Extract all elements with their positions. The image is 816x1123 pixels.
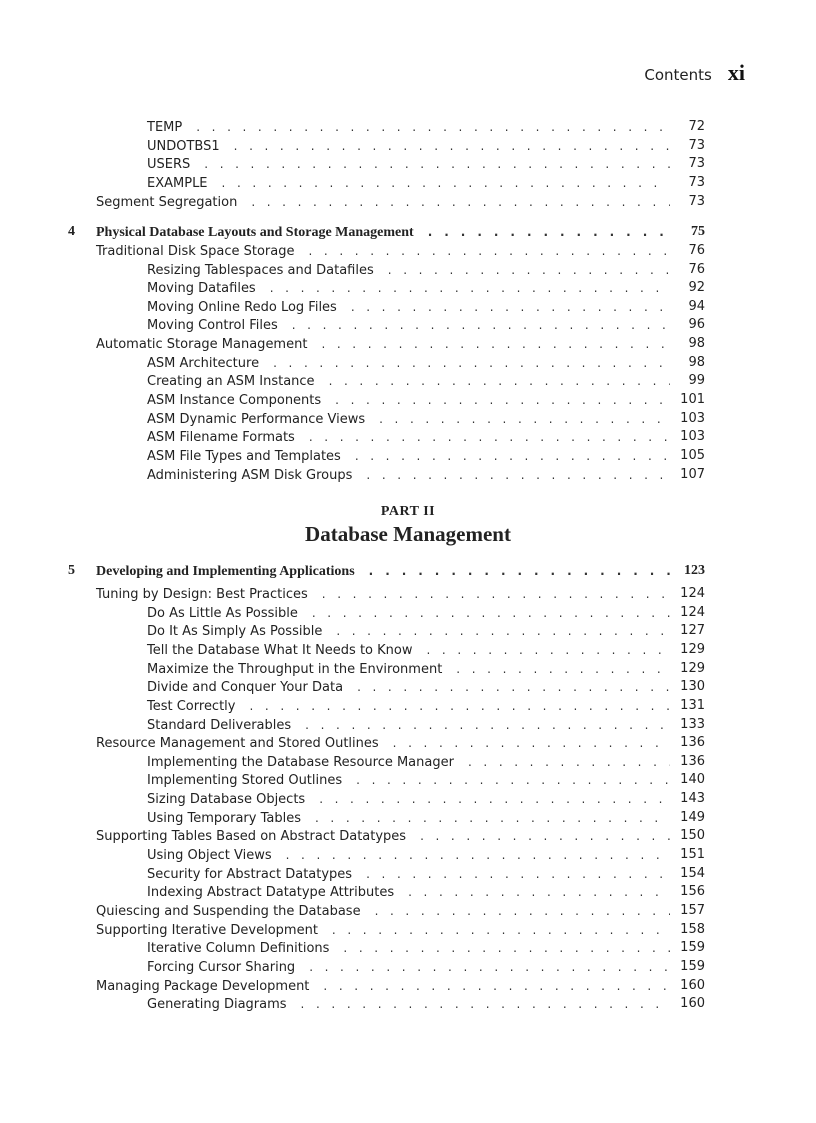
toc-entry-title: Supporting Iterative Development — [96, 922, 332, 940]
toc-entry-title: Creating an ASM Instance — [147, 373, 329, 391]
toc-entry — [0, 174, 816, 192]
toc-entry-line — [147, 753, 670, 772]
toc-entry-line — [147, 391, 670, 410]
toc-entry — [0, 716, 816, 734]
toc-entry-title: EXAMPLE — [147, 175, 222, 193]
toc-entry-title: Supporting Tables Based on Abstract Datatypes — [96, 828, 420, 846]
toc-entry-line — [147, 883, 670, 902]
chapter-number: 4 — [68, 224, 75, 239]
toc-entry — [0, 466, 816, 484]
dot-leader — [309, 242, 671, 260]
toc-entry-title: ASM Dynamic Performance Views — [147, 411, 379, 429]
dot-leader — [309, 428, 670, 446]
dot-leader — [301, 995, 670, 1013]
dot-leader — [468, 753, 670, 771]
toc-entry-title: Standard Deliverables — [147, 717, 305, 735]
dot-leader — [196, 118, 670, 136]
toc-entry-line — [147, 354, 670, 373]
running-header-title: Contents — [644, 66, 712, 84]
dot-leader — [393, 734, 670, 752]
toc-page-number: 156 — [680, 884, 705, 899]
toc-page-number: 160 — [680, 978, 705, 993]
toc-page-number: 107 — [680, 467, 705, 482]
toc-entry — [0, 977, 816, 995]
toc-page-number: 140 — [680, 772, 705, 787]
toc-entry-line — [96, 921, 670, 940]
toc-page-number: 149 — [680, 810, 705, 825]
toc-page-number: 160 — [680, 996, 705, 1011]
toc-entry — [0, 697, 816, 715]
dot-leader — [375, 902, 670, 920]
toc-entry — [0, 391, 816, 409]
dot-leader — [204, 155, 670, 173]
dot-leader — [329, 372, 670, 390]
toc-page-number: 136 — [680, 754, 705, 769]
toc-entry-line — [147, 809, 670, 828]
toc-entry-line — [147, 939, 670, 958]
toc-entry — [0, 604, 816, 622]
toc-entry — [0, 447, 816, 465]
toc-entry-line — [147, 279, 670, 298]
dot-leader — [286, 846, 670, 864]
toc-entry — [0, 995, 816, 1013]
dot-leader — [312, 604, 670, 622]
toc-entry-title: Implementing Stored Outlines — [147, 772, 356, 790]
toc-entry — [0, 865, 816, 883]
toc-page-number: 103 — [680, 429, 705, 444]
toc-entry-line — [147, 316, 670, 335]
toc-entry — [0, 678, 816, 696]
toc-entry — [0, 660, 816, 678]
dot-leader — [408, 883, 670, 901]
toc-page-number: 159 — [680, 959, 705, 974]
toc-page-number: 157 — [680, 903, 705, 918]
toc-entry-title: Generating Diagrams — [147, 996, 301, 1014]
toc-entry-line — [96, 242, 670, 261]
dot-leader — [222, 174, 670, 192]
toc-entry-title: Tuning by Design: Best Practices — [96, 586, 322, 604]
toc-entry-title: Iterative Column Definitions — [147, 940, 343, 958]
toc-entry — [0, 827, 816, 845]
toc-entry-title: Do It As Simply As Possible — [147, 623, 336, 641]
toc-entry-line — [96, 562, 670, 581]
toc-page-number: 73 — [688, 194, 705, 209]
dot-leader — [379, 410, 670, 428]
dot-leader — [366, 466, 670, 484]
toc-entry-line — [96, 223, 670, 242]
toc-entry-line — [147, 846, 670, 865]
toc-entry-title: Developing and Implementing Applications — [96, 563, 369, 581]
toc-entry-line — [96, 977, 670, 996]
dot-leader — [251, 193, 670, 211]
toc-entry-line — [147, 428, 670, 447]
toc-entry — [0, 261, 816, 279]
toc-page-number: 76 — [688, 262, 705, 277]
toc-entry-line — [147, 174, 670, 193]
toc-entry — [0, 354, 816, 372]
toc-entry — [0, 585, 816, 603]
dot-leader — [426, 641, 670, 659]
toc-page-number: 92 — [688, 280, 705, 295]
toc-entry — [0, 809, 816, 827]
toc-page-number: 123 — [684, 563, 705, 578]
toc-entry — [0, 137, 816, 155]
toc-entry-line — [96, 193, 670, 212]
toc-entry-line — [147, 641, 670, 660]
toc-entry-title: Segment Segregation — [96, 194, 251, 212]
toc-entry-line — [96, 585, 670, 604]
toc-entry-line — [147, 865, 670, 884]
toc-entry-title: Test Correctly — [147, 698, 250, 716]
toc-entry-line — [147, 678, 670, 697]
toc-page-number: 73 — [688, 138, 705, 153]
toc-page-number: 98 — [688, 336, 705, 351]
dot-leader — [305, 716, 670, 734]
toc-entry-line — [147, 118, 670, 137]
toc-entry-line — [147, 261, 670, 280]
toc-entry-title: Moving Datafiles — [147, 280, 270, 298]
toc-entry-title: Maximize the Throughput in the Environment — [147, 661, 456, 679]
toc-entry-title: Sizing Database Objects — [147, 791, 319, 809]
toc-page-number: 129 — [680, 661, 705, 676]
toc-entry — [0, 242, 816, 260]
toc-entry-title: TEMP — [147, 119, 196, 137]
dot-leader — [336, 622, 670, 640]
dot-leader — [250, 697, 671, 715]
dot-leader — [234, 137, 670, 155]
toc-entry — [0, 790, 816, 808]
toc-entry-line — [96, 827, 670, 846]
toc-page-number: 96 — [688, 317, 705, 332]
dot-leader — [319, 790, 670, 808]
dot-leader — [315, 809, 670, 827]
toc-page-number: 101 — [680, 392, 705, 407]
toc-entry — [0, 298, 816, 316]
dot-leader — [335, 391, 670, 409]
part-label: PART II — [380, 504, 436, 519]
toc-entry-title: ASM File Types and Templates — [147, 448, 355, 466]
toc-entry-title: Tell the Database What It Needs to Know — [147, 642, 426, 660]
page-number: xi — [727, 60, 745, 85]
dot-leader — [323, 977, 670, 995]
toc-entry-line — [147, 155, 670, 174]
toc-entry-line — [147, 298, 670, 317]
toc-entry-line — [147, 660, 670, 679]
dot-leader — [355, 447, 670, 465]
toc-page-number: 124 — [680, 586, 705, 601]
toc-entry-line — [96, 902, 670, 921]
dot-leader — [428, 223, 670, 241]
toc-entry-title: Divide and Conquer Your Data — [147, 679, 357, 697]
toc-entry-title: Traditional Disk Space Storage — [96, 243, 309, 261]
toc-entry-line — [147, 790, 670, 809]
toc-entry-title: Moving Online Redo Log Files — [147, 299, 351, 317]
toc-page-number: 72 — [688, 119, 705, 134]
toc-entry-line — [147, 716, 670, 735]
toc-entry — [0, 921, 816, 939]
toc-entry-title: Quiescing and Suspending the Database — [96, 903, 375, 921]
toc-page-number: 136 — [680, 735, 705, 750]
toc-chapter-entry — [0, 223, 816, 241]
toc-entry-title: Using Temporary Tables — [147, 810, 315, 828]
toc-chapter-entry — [0, 562, 816, 580]
running-header — [644, 60, 745, 86]
dot-leader — [456, 660, 670, 678]
dot-leader — [420, 827, 670, 845]
toc-entry-title: Automatic Storage Management — [96, 336, 321, 354]
dot-leader — [321, 335, 670, 353]
toc-entry-line — [147, 604, 670, 623]
toc-page-number: 158 — [680, 922, 705, 937]
toc-entry-title: ASM Filename Formats — [147, 429, 309, 447]
dot-leader — [388, 261, 670, 279]
toc-page-number: 75 — [691, 224, 705, 239]
toc-entry-title: Physical Database Layouts and Storage Management — [96, 224, 428, 242]
toc-entry-line — [96, 335, 670, 354]
dot-leader — [273, 354, 670, 372]
toc-entry-title: Moving Control Files — [147, 317, 292, 335]
toc-entry — [0, 641, 816, 659]
toc-page-number: 159 — [680, 940, 705, 955]
toc-page-number: 99 — [688, 373, 705, 388]
dot-leader — [356, 771, 670, 789]
toc-page-number: 131 — [680, 698, 705, 713]
toc-page-number: 105 — [680, 448, 705, 463]
toc-entry-title: ASM Architecture — [147, 355, 273, 373]
toc-entry-line — [147, 372, 670, 391]
dot-leader — [351, 298, 670, 316]
chapter-number: 5 — [68, 563, 75, 578]
toc-entry-title: Indexing Abstract Datatype Attributes — [147, 884, 408, 902]
dot-leader — [309, 958, 670, 976]
toc-page-number: 124 — [680, 605, 705, 620]
toc-entry — [0, 958, 816, 976]
toc-entry-title: USERS — [147, 156, 204, 174]
toc-page-number: 98 — [688, 355, 705, 370]
toc-entry-title: Using Object Views — [147, 847, 286, 865]
toc-entry — [0, 883, 816, 901]
toc-page-number: 103 — [680, 411, 705, 426]
dot-leader — [292, 316, 670, 334]
toc-page-number: 130 — [680, 679, 705, 694]
toc-entry-title: Implementing the Database Resource Manager — [147, 754, 468, 772]
toc-page-number: 73 — [688, 156, 705, 171]
dot-leader — [366, 865, 670, 883]
toc-entry-line — [147, 466, 670, 485]
toc-entry-line — [147, 447, 670, 466]
toc-entry — [0, 316, 816, 334]
dot-leader — [332, 921, 670, 939]
toc-entry — [0, 753, 816, 771]
toc-page-number: 129 — [680, 642, 705, 657]
toc-entry-line — [147, 697, 670, 716]
toc-entry-line — [147, 410, 670, 429]
toc-entry-title: Do As Little As Possible — [147, 605, 312, 623]
toc-entry — [0, 734, 816, 752]
toc-entry — [0, 902, 816, 920]
toc-entry-title: Security for Abstract Datatypes — [147, 866, 366, 884]
toc-entry-line — [147, 771, 670, 790]
toc-entry-line — [147, 995, 670, 1014]
part-title: Database Management — [305, 522, 511, 546]
toc-entry-line — [147, 958, 670, 977]
dot-leader — [343, 939, 670, 957]
toc-entry — [0, 622, 816, 640]
toc-entry-line — [147, 622, 670, 641]
toc-page-number: 76 — [688, 243, 705, 258]
toc-entry — [0, 372, 816, 390]
toc-entry-title: Managing Package Development — [96, 978, 323, 996]
toc-entry — [0, 193, 816, 211]
toc-entry-title: Resource Management and Stored Outlines — [96, 735, 393, 753]
toc-entry — [0, 335, 816, 353]
dot-leader — [270, 279, 670, 297]
toc-entry-title: Administering ASM Disk Groups — [147, 467, 366, 485]
dot-leader — [322, 585, 670, 603]
toc-page-number: 150 — [680, 828, 705, 843]
toc-entry-line — [147, 137, 670, 156]
toc-entry-title: Forcing Cursor Sharing — [147, 959, 309, 977]
toc-entry — [0, 846, 816, 864]
toc-entry — [0, 939, 816, 957]
toc-entry-line — [96, 734, 670, 753]
toc-page-number: 143 — [680, 791, 705, 806]
toc-entry — [0, 118, 816, 136]
toc-entry — [0, 428, 816, 446]
toc-entry — [0, 410, 816, 428]
toc-page-number: 133 — [680, 717, 705, 732]
toc-entry — [0, 279, 816, 297]
toc-entry-title: ASM Instance Components — [147, 392, 335, 410]
toc-page-number: 154 — [680, 866, 705, 881]
dot-leader — [369, 562, 670, 580]
dot-leader — [357, 678, 670, 696]
toc-entry-title: Resizing Tablespaces and Datafiles — [147, 262, 388, 280]
toc-page-number: 127 — [680, 623, 705, 638]
toc-entry — [0, 771, 816, 789]
toc-page-number: 73 — [688, 175, 705, 190]
toc-entry — [0, 155, 816, 173]
toc-page-number: 94 — [688, 299, 705, 314]
toc-page-number: 151 — [680, 847, 705, 862]
toc-entry-title: UNDOTBS1 — [147, 138, 234, 156]
